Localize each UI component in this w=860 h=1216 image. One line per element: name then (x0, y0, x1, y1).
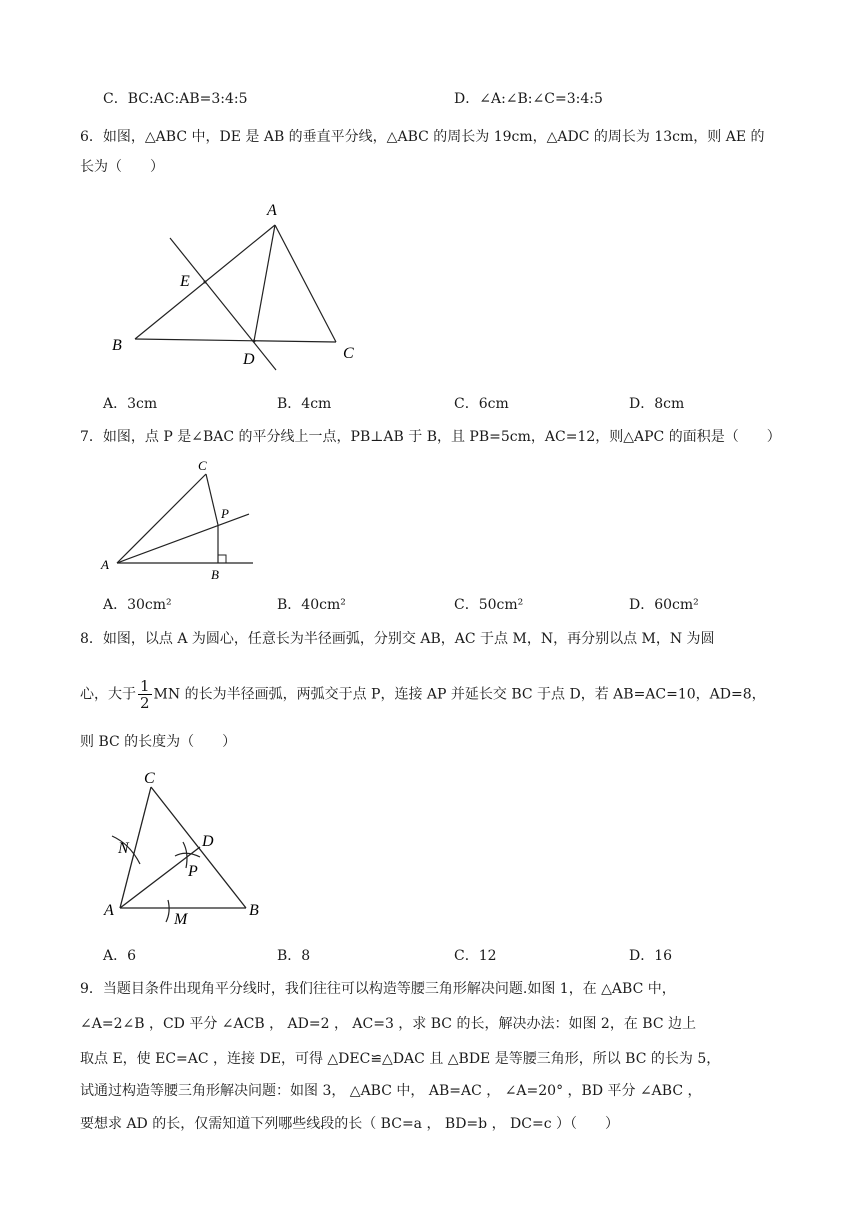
q8-figure (100, 762, 270, 932)
q7-label-p: P (221, 506, 229, 521)
q8-fraction-denominator: 2 (140, 694, 150, 712)
q6-option-d: D．8cm (629, 396, 685, 412)
q8-label-m: M (174, 911, 188, 928)
q6-stem-line1: 6．如图，△ABC 中，DE 是 AB 的垂直平分线，△ABC 的周长为 19cm，△ADC 的周长为 13cm，则 AE 的 (80, 129, 765, 145)
q6-option-a: A．3cm (103, 396, 158, 412)
q8-fraction-numerator: 1 (140, 677, 150, 695)
q6-option-b: B．4cm (277, 396, 332, 412)
q8-label-p: P (188, 863, 198, 880)
q7-segment-ac (117, 474, 206, 563)
q9-stem-line3: 取点 E，使 EC=AC ，连接 DE，可得 △DEC≌△DAC 且 △BDE 是等腰三角形，所以 BC 的长为 5， (80, 1051, 721, 1067)
q8-stem-line2-end: MN 的长为半径画弧，两弧交于点 P，连接 AP 并延长交 BC 于点 D，若 AB=AC=10，AD=8， (153, 686, 766, 703)
q8-option-a: A．6 (103, 948, 137, 964)
q9-stem-line5: 要想求 AD 的长，仅需知道下列哪些线段的长（ BC=a ， BD=b ， DC=c ）（ ） (80, 1116, 619, 1132)
q5-option-c: C．BC:AC:AB=3:4:5 (103, 91, 248, 107)
q8-stem-line2 (80, 678, 766, 711)
q6-label-d: D (243, 351, 255, 368)
q8-label-n: N (118, 840, 129, 857)
q9-stem-line2: ∠A=2∠B ，CD 平分 ∠ACB ， AD=2 ， AC=3 ，求 BC 的长，解决办法：如图 2，在 BC 边上 (80, 1016, 696, 1032)
q8-label-d: D (202, 833, 214, 850)
q8-option-b: B．8 (277, 948, 311, 964)
q8-arc-p2 (183, 842, 187, 868)
q8-label-b: B (249, 902, 259, 919)
q8-option-d: D．16 (629, 948, 673, 964)
q8-stem-line2-start: 心，大于 (80, 686, 136, 703)
q6-segment-ad (254, 225, 275, 341)
q6-label-c: C (343, 345, 354, 362)
q9-stem-line1: 9．当题目条件出现角平分线时，我们往往可以构造等腰三角形解决问题.如图 1，在 △ABC 中， (80, 981, 676, 997)
q6-label-b: B (112, 337, 122, 354)
q7-option-c: C．50cm² (454, 597, 524, 613)
q7-angle-bisector (117, 514, 249, 563)
q6-segment-ac (275, 225, 336, 342)
q7-figure (98, 455, 258, 583)
q7-stem-line1: 7．如图，点 P 是∠BAC 的平分线上一点，PB⊥AB 于 B，且 PB=5cm，AC=12，则△APC 的面积是（ ） (80, 429, 781, 445)
q7-option-a: A．30cm² (103, 597, 172, 613)
q8-label-a: A (104, 902, 114, 919)
q6-label-a: A (267, 202, 277, 219)
q7-option-b: B．40cm² (277, 597, 346, 613)
q8-stem-line3: 则 BC 的长度为（ ） (80, 734, 237, 750)
q8-option-c: C．12 (454, 948, 497, 964)
q6-stem-line2: 长为（ ） (80, 159, 164, 175)
q6-option-c: C．6cm (454, 396, 509, 412)
q6-segment-bc (135, 339, 336, 342)
q7-label-b: B (211, 567, 219, 582)
q8-stem-line1: 8．如图，以点 A 为圆心，任意长为半径画弧，分别交 AB，AC 于点 M，N，再分别以点 M，N 为圆 (80, 631, 715, 647)
q7-option-d: D．60cm² (629, 597, 699, 613)
q5-option-d: D．∠A:∠B:∠C=3:4:5 (454, 91, 603, 107)
q9-stem-line4: 试通过构造等腰三角形解决问题：如图 3， △ABC 中， AB=AC ， ∠A=20° ，BD 平分 ∠ABC ， (80, 1083, 702, 1099)
q7-right-angle-mark (218, 555, 226, 563)
q8-fraction (138, 678, 152, 711)
q7-label-a: A (101, 557, 109, 572)
q6-figure (100, 195, 370, 375)
q7-segment-cp (206, 474, 218, 525)
q6-label-e: E (180, 273, 190, 290)
q7-label-c: C (198, 458, 207, 473)
q8-arc-m (166, 900, 169, 922)
q8-label-c: C (144, 770, 155, 787)
